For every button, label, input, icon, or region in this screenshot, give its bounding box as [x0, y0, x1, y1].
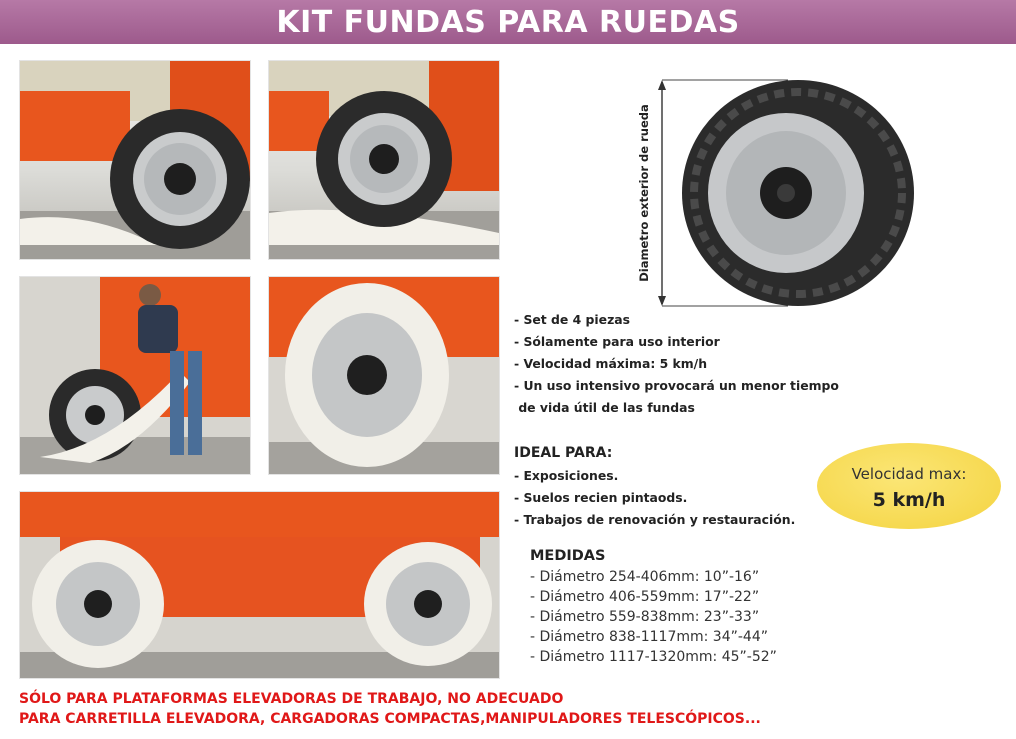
lift-photo-illustration [20, 492, 499, 678]
page-title: KIT FUNDAS PARA RUEDAS [276, 4, 740, 40]
speed-badge-value: 5 km/h [872, 489, 946, 511]
ideal-item: - Exposiciones. [514, 468, 619, 483]
medida-item: - Diámetro 838-1117mm: 34”-44” [530, 629, 768, 645]
warning-line-2: PARA CARRETILLA ELEVADORA, CARGADORAS COMPACTAS,MANIPULADORES TELESCÓPICOS... [19, 711, 761, 727]
spec-item: - Set de 4 piezas [514, 312, 631, 327]
spec-item: - Sólamente para uso interior [514, 334, 720, 349]
warning-notice [19, 689, 761, 729]
photo-wheel-uncovered-cover-on-floor [19, 60, 251, 260]
speed-badge [817, 443, 1001, 529]
photo-lift-with-covered-wheels [19, 491, 500, 679]
medida-item: - Diámetro 1117-1320mm: 45”-52” [530, 649, 777, 665]
speed-badge-label: Velocidad max: [851, 465, 967, 483]
medida-item: - Diámetro 406-559mm: 17”-22” [530, 589, 760, 605]
worker-photo-illustration [20, 277, 250, 474]
ideal-section [514, 441, 795, 531]
spec-item: de vida útil de las fundas [514, 400, 695, 415]
spec-item: - Un uso intensivo provocará un menor tiempo [514, 378, 839, 393]
medida-item: - Diámetro 254-406mm: 10”-16” [530, 569, 760, 585]
wheel-photo-illustration [20, 61, 250, 259]
ideal-item: - Trabajos de renovación y restauración. [514, 512, 796, 527]
ideal-item: - Suelos recien pintaods. [514, 490, 688, 505]
medida-item: - Diámetro 559-838mm: 23”-33” [530, 609, 760, 625]
warning-line-1: SÓLO PARA PLATAFORMAS ELEVADORAS DE TRABAJO, NO ADECUADO [19, 691, 564, 707]
photo-wheel-covered [268, 276, 500, 475]
specs-list [514, 309, 839, 419]
wheel-diameter-diagram [628, 70, 918, 315]
photo-worker-fitting-cover [19, 276, 251, 475]
photo-wheel-front-cover-on-floor [268, 60, 500, 260]
spec-item: - Velocidad máxima: 5 km/h [514, 356, 708, 371]
ideal-list [514, 465, 795, 531]
wheel-diagram-svg [628, 70, 918, 315]
ideal-title: IDEAL PARA: [514, 445, 613, 461]
medidas-list [530, 567, 777, 667]
covered-wheel-illustration [269, 277, 499, 474]
diameter-label: Diametro exterior de rueda [637, 104, 651, 282]
medidas-section [530, 545, 777, 667]
title-banner [0, 0, 1016, 44]
wheel-photo-illustration [269, 61, 499, 259]
medidas-title: MEDIDAS [530, 548, 606, 564]
